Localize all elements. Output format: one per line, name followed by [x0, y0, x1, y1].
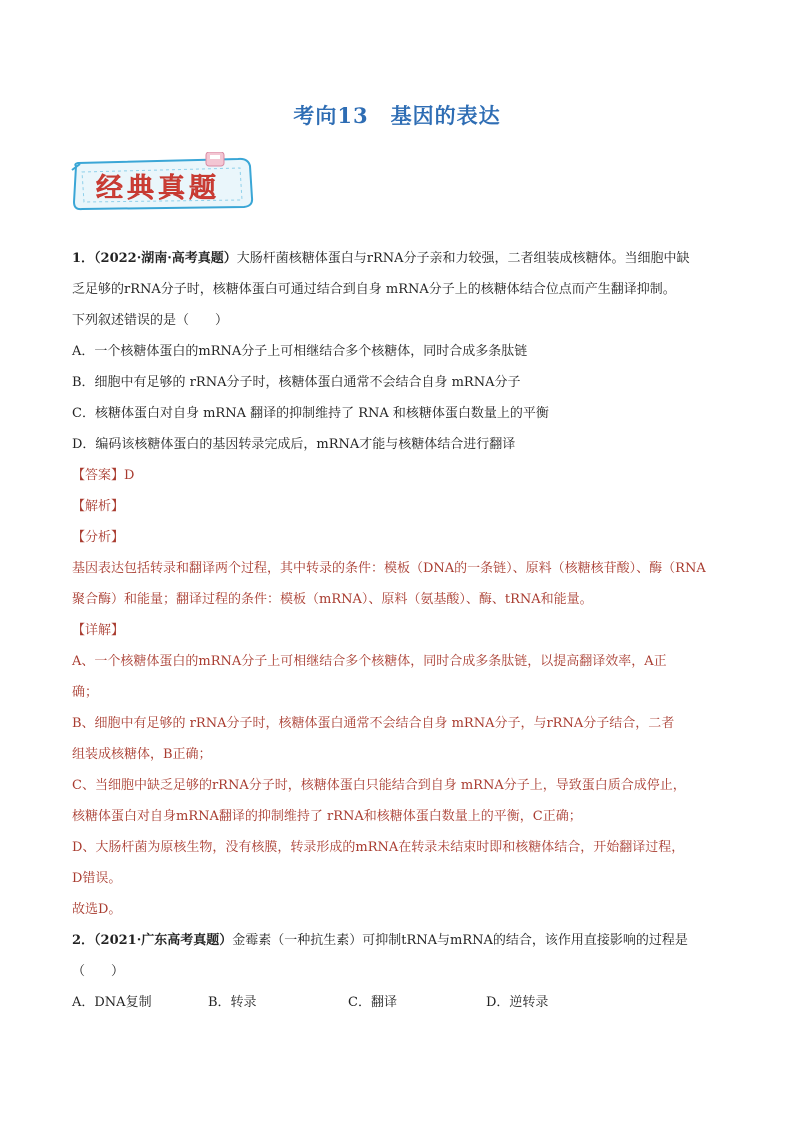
q1-detail-a-2: 确；: [72, 685, 99, 700]
q1-option-c: C．核糖体蛋白对自身 mRNA 翻译的抑制维持了 RNA 和核糖体蛋白数量上的平衡: [72, 406, 549, 421]
q2-option-a: A．DNA复制: [72, 995, 152, 1010]
q1-stem-text-1: 大肠杆菌核糖体蛋白与rRNA分子亲和力较强，二者组装成核糖体。当细胞中缺: [236, 251, 690, 266]
q1-detail-b-2: 组装成核糖体，B正确；: [72, 747, 212, 762]
q2-option-c: C．翻译: [348, 995, 397, 1010]
q1-fenxi-line-2: 聚合酶）和能量；翻译过程的条件：模板（mRNA）、原料（氨基酸）、酶、tRNA和能量。: [72, 592, 593, 607]
q1-option-b: B．细胞中有足够的 rRNA分子时，核糖体蛋白通常不会结合自身 mRNA分子: [72, 375, 521, 390]
q1-answer: 【答案】D: [72, 468, 135, 483]
q1-fenxi-line-1: 基因表达包括转录和翻译两个过程，其中转录的条件：模板（DNA的一条链）、原料（核糖核苷酸）、酶（RNA: [72, 561, 706, 576]
q1-detail-b-1: B、细胞中有足够的 rRNA分子时，核糖体蛋白通常不会结合自身 mRNA分子，与rRNA分子结合，二者: [72, 716, 675, 731]
section-banner: [70, 152, 256, 212]
q1-detail-c-1: C、当细胞中缺乏足够的rRNA分子时，核糖体蛋白只能结合到自身 mRNA分子上，导致蛋白质合成停止，: [72, 778, 686, 793]
banner-text: 经典真题: [96, 173, 220, 204]
q1-option-a: A．一个核糖体蛋白的mRNA分子上可相继结合多个核糖体，同时合成多条肽链: [72, 344, 528, 359]
q1-stem-line-1: [72, 243, 724, 274]
q1-detail-c-2: 核糖体蛋白对自身mRNA翻译的抑制维持了 rRNA和核糖体蛋白数量上的平衡，C正确；: [72, 809, 582, 824]
q1-detail-d-2: D错误。: [72, 871, 122, 886]
q2-stem-line-1: [72, 925, 724, 956]
page-title: 考向13 基因的表达: [293, 103, 501, 128]
q1-stem-line-3: 下列叙述错误的是（ ）: [72, 313, 229, 328]
q2-stem-text-1: 金霉素（一种抗生素）可抑制tRNA与mRNA的结合，该作用直接影响的过程是: [232, 933, 688, 948]
q1-stem-line-2: 乏足够的rRNA分子时，核糖体蛋白可通过结合到自身 mRNA分子上的核糖体结合位点而产生翻译抑制。: [72, 282, 676, 297]
q1-conclusion: 故选D。: [72, 902, 122, 917]
q1-fenxi-label: 【分析】: [72, 530, 125, 545]
q1-analysis-label: 【解析】: [72, 499, 125, 514]
q2-stem-line-2: （ ）: [72, 964, 125, 979]
q2-option-b: B．转录: [208, 995, 257, 1010]
q2-options: [72, 987, 724, 1018]
q2-option-d: D．逆转录: [486, 995, 549, 1010]
question-content: [72, 243, 724, 1018]
q1-detail-d-1: D、大肠杆菌为原核生物，没有核膜，转录形成的mRNA在转录未结束时即和核糖体结合，开始翻译过程，: [72, 840, 685, 855]
q1-detail-label: 【详解】: [72, 623, 125, 638]
q2-source: 2．（2021·广东高考真题）: [72, 933, 233, 948]
q1-option-d: D．编码该核糖体蛋白的基因转录完成后，mRNA才能与核糖体结合进行翻译: [72, 437, 516, 452]
q1-detail-a-1: A、一个核糖体蛋白的mRNA分子上可相继结合多个核糖体，同时合成多条肽链，以提高翻译效率，A正: [72, 654, 667, 669]
q1-source: 1．（2022·湖南·高考真题）: [72, 251, 237, 266]
